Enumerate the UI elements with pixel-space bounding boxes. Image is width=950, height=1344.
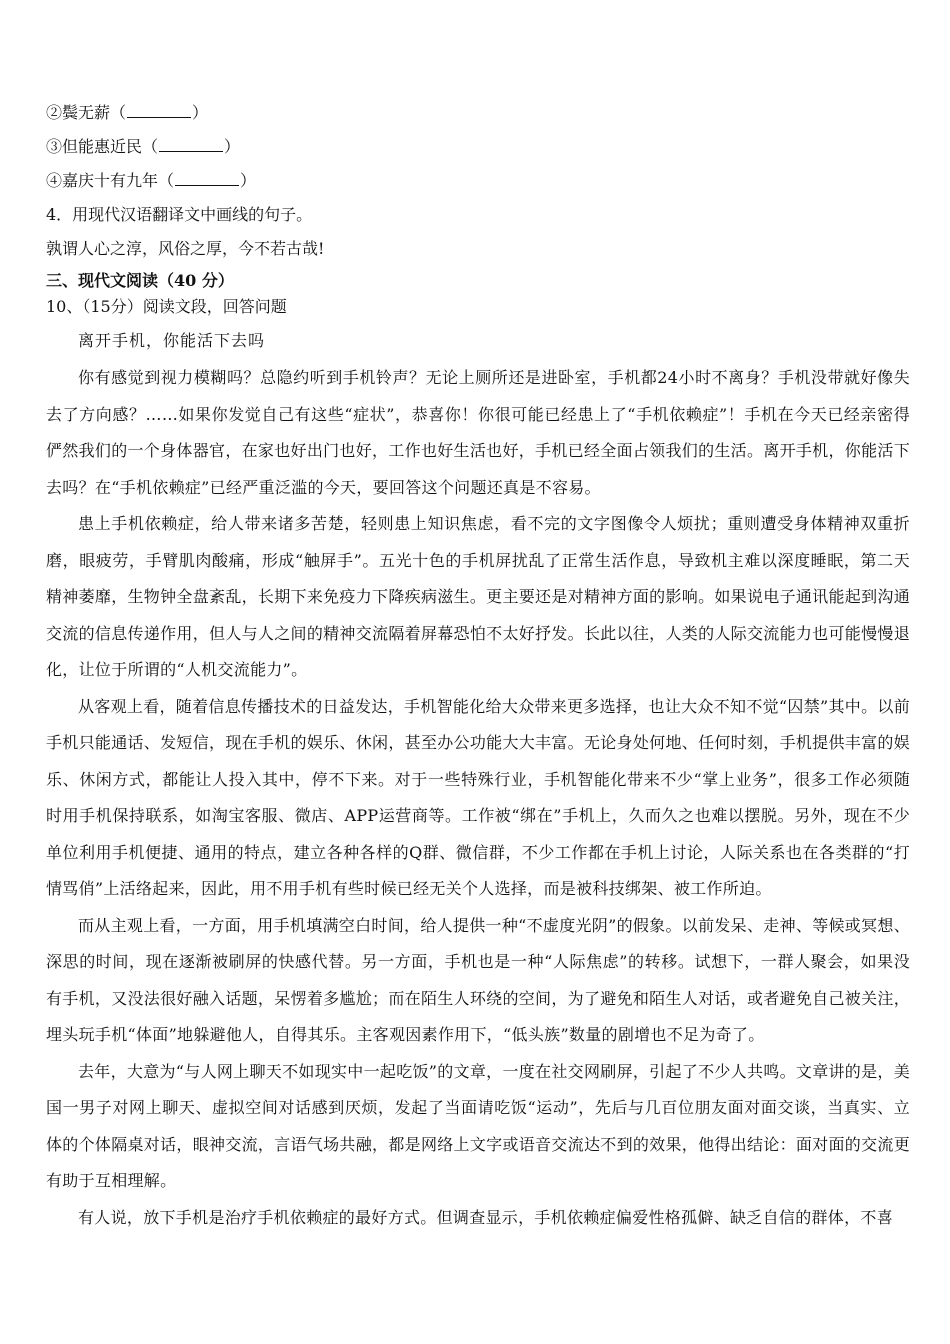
document-page xyxy=(46,96,910,1236)
article-paragraph-2: 患上手机依赖症，给人带来诸多苦楚，轻则患上知识焦虑，看不完的文字图像令人烦扰；重则遭受身体精神双重折磨，眼疲劳，手臂肌肉酸痛，形成“触屏手”。五光十色的手机屏扰乱了正常生活作息，导致机主难以深度睡眠，第二天精神萎靡，生物钟全盘紊乱，长期下来免疫力下降疾病滋生。更主要还是对精神方面的影响。如果说电子通讯能起到沟通交流的信息传递作用，但人与人之间的精神交流隔着屏幕恐怕不太好抒发。长此以往，人类的人际交流能力也可能慢慢退化，让位于所谓的“人机交流能力”。 xyxy=(46,514,910,679)
article-paragraph-6: 有人说，放下手机是治疗手机依赖症的最好方式。但调查显示，手机依赖症偏爱性格孤僻、缺乏自信的群体，不喜 xyxy=(78,1207,894,1227)
translation-sentence: 孰谓人心之淳，风俗之厚，今不若古哉! xyxy=(46,239,325,258)
answer-blank-2[interactable] xyxy=(127,103,191,118)
question-10: 10、（15分）阅读文段，回答问题 xyxy=(46,297,287,316)
article-paragraph-3: 从客观上看，随着信息传播技术的日益发达，手机智能化给大众带来更多选择，也让大众不知不觉“囚禁”其中。以前手机只能通话、发短信，现在手机的娱乐、休闲，甚至办公功能大大丰富。无论身处何地、任何时刻，手机提供丰富的娱乐、休闲方式，都能让人投入其中，停不下来。对于一些特殊行业，手机智能化带来不少“掌上业务”，很多工作必须随时用手机保持联系，如淘宝客服、微店、APP运营商等。工作被“绑在”手机上，久而久之也难以摆脱。另外，现在不少单位利用手机便捷、通用的特点，建立各种各样的Q群、微信群，不少工作都在手机上讨论，人际关系也在各类群的“打情骂俏”上活络起来，因此，用不用手机有些时候已经无关个人选择，而是被科技绑架、被工作所迫。 xyxy=(46,696,910,898)
article-paragraph-4: 而从主观上看，一方面，用手机填满空白时间，给人提供一种“不虚度光阴”的假象。以前发呆、走神、等候或冥想、深思的时间，现在逐渐被刷屏的快感代替。另一方面，手机也是一种“人际焦虑”的转移。试想下，一群人聚会，如果没有手机，又没法很好融入话题，呆愣着多尴尬；而在陌生人环绕的空间，为了避免和陌生人对话，或者避免自己被关注，埋头玩手机“体面”地躲避他人，自得其乐。主客观因素作用下，“低头族”数量的剧增也不足为奇了。 xyxy=(46,915,910,1044)
item-3: ③但能惠近民（ ） xyxy=(46,137,241,156)
article-paragraph-1: 你有感觉到视力模糊吗？总隐约听到手机铃声？无论上厕所还是进卧室，手机都24小时不离身？手机没带就好像失去了方向感？……如果你发觉自己有这些“症状”，恭喜你！你很可能已经患上了“手机依赖症”！手机在今天已经亲密得俨然我们的一个身体器官，在家也好出门也好，工作也好生活也好，手机已经全面占领我们的生活。离开手机，你能活下去吗？在“手机依赖症”已经严重泛滥的今天，要回答这个问题还真是不容易。 xyxy=(46,368,910,497)
article-paragraph-5: 去年，大意为“与人网上聊天不如现实中一起吃饭”的文章，一度在社交网刷屏，引起了不少人共鸣。文章讲的是，美国一男子对网上聊天、虚拟空间对话感到厌烦，发起了当面请吃饭“运动”，先后与几百位朋友面对面交谈，当真实、立体的个体隔桌对话，眼神交流，言语气场共融，都是网络上文字或语音交流达不到的效果，他得出结论：面对面的交流更有助于互相理解。 xyxy=(46,1061,910,1190)
article-title: 离开手机，你能活下去吗 xyxy=(78,331,266,350)
answer-blank-3[interactable] xyxy=(159,137,223,152)
answer-blank-4[interactable] xyxy=(175,171,239,186)
item-4: ④嘉庆十有九年（ ） xyxy=(46,171,257,190)
task-4: 4．用现代汉语翻译文中画线的句子。 xyxy=(46,205,313,224)
section-heading: 三、现代文阅读（40 分） xyxy=(46,271,234,290)
item-2: ②鬓无薪（ ） xyxy=(46,103,209,122)
